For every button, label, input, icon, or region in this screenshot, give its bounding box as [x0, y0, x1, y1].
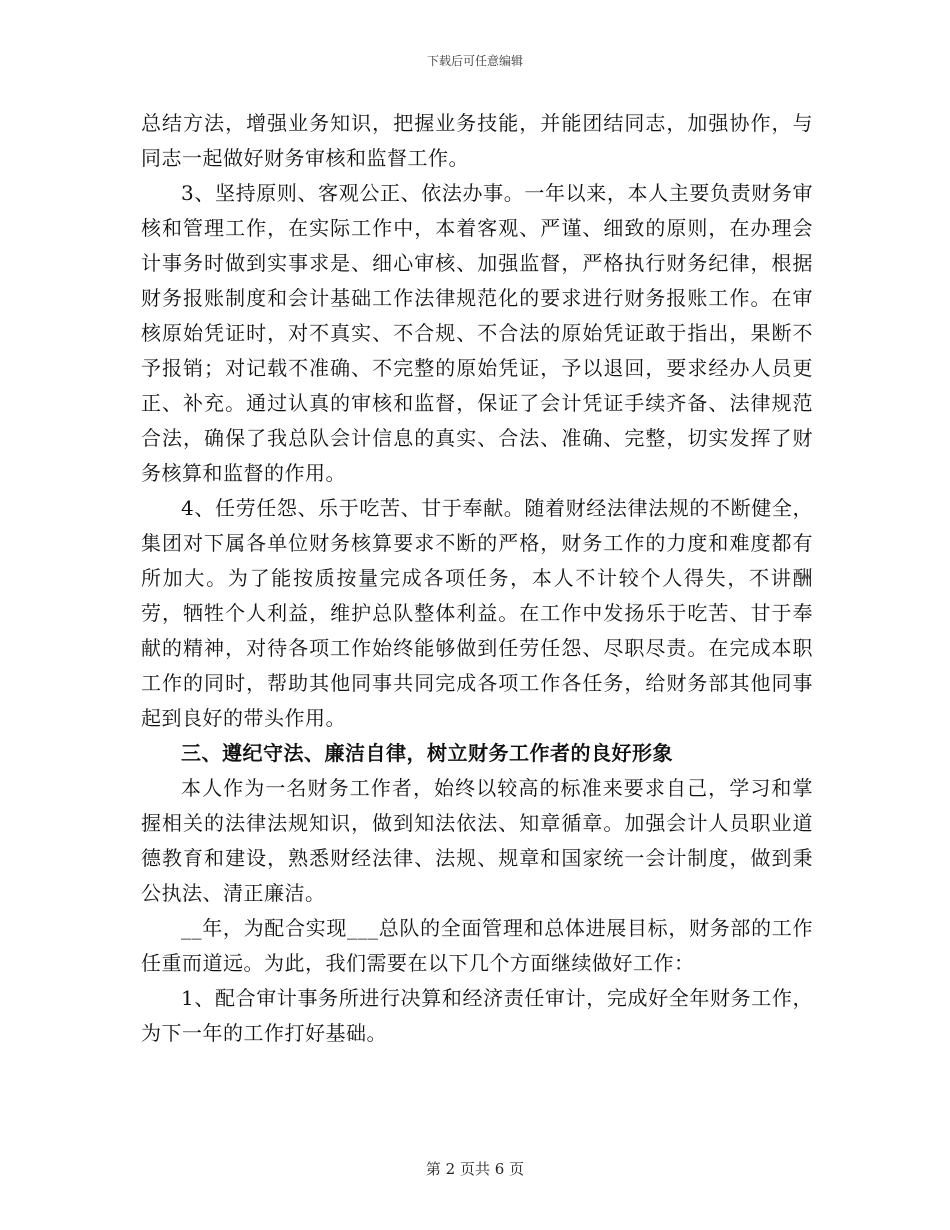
- section-heading: 三、遵纪守法、廉洁自律，树立财务工作者的良好形象: [181, 741, 673, 765]
- paragraph-item-4: 4、任劳任怨、乐于吃苦、甘于奉献。随着财经法律法规的不断健全，集团对下属各单位财务核算要求不断的严格，财务工作的力度和难度都有所加大。为了能按质按量完成各项任务，本人不计较个人得失，不讲酬劳，牺牲个人利益，维护总队整体利益。在工作中发扬乐于吃苦、甘于奉献的精神，对待各项工作始终能够做到任劳任怨、尽职尽责。在完成本职工作的同时，帮助其他同事共同完成各项工作各任务，给财务部其他同事起到良好的带头作用。: [141, 496, 813, 730]
- paragraph-continuation: 总结方法，增强业务知识，把握业务技能，并能团结同志，加强协作，与同志一起做好财务审核和监督工作。: [141, 111, 813, 170]
- page-footer: 第 2 页共 6 页: [425, 1160, 525, 1178]
- paragraph-ethics: 本人作为一名财务工作者，始终以较高的标准来要求自己，学习和掌握相关的法律法规知识，做到知法依法、知章循章。加强会计人员职业道德教育和建设，熟悉财经法律、法规、规章和国家统一会计制度，做到秉公执法、清正廉洁。: [141, 776, 813, 905]
- paragraph-plan-intro: __年，为配合实现___总队的全面管理和总体进展目标，财务部的工作任重而道远。为此，我们需要在以下几个方面继续做好工作：: [141, 916, 813, 975]
- page-header: 下载后可任意编辑: [426, 54, 523, 68]
- paragraph-item-3: 3、坚持原则、客观公正、依法办事。一年以来，本人主要负责财务审核和管理工作，在实际工作中，本着客观、严谨、细致的原则，在办理会计事务时做到实事求是、细心审核、加强监督，严格执行财务纪律，根据财务报账制度和会计基础工作法律规范化的要求进行财务报账工作。在审核原始凭证时，对不真实、不合规、不合法的原始凭证敢于指出，果断不予报销；对记载不准确、不完整的原始凭证，予以退回，要求经办人员更正、补充。通过认真的审核和监督，保证了会计凭证手续齐备、法律规范合法，确保了我总队会计信息的真实、合法、准确、完整，切实发挥了财务核算和监督的作用。: [141, 181, 813, 485]
- document-body: [141, 106, 813, 1051]
- paragraph-plan-item-1: 1、配合审计事务所进行决算和经济责任审计，完成好全年财务工作，为下一年的工作打好基础。: [141, 986, 813, 1045]
